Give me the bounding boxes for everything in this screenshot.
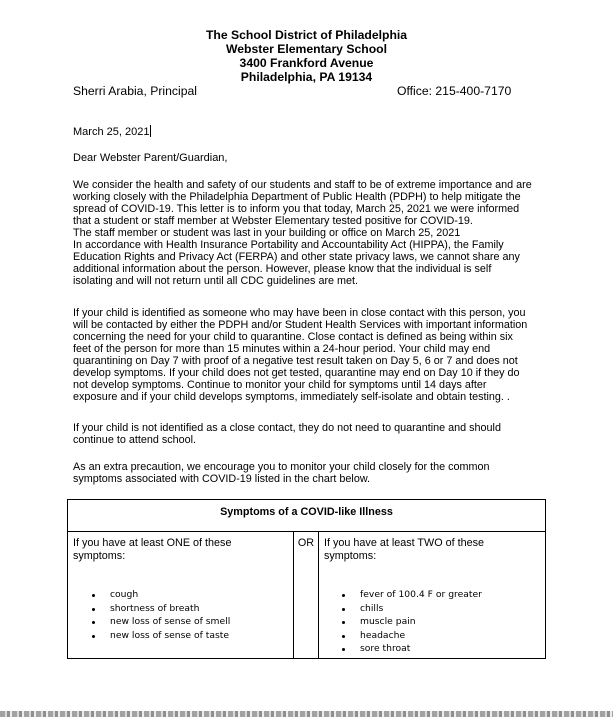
symptom-item: fever of 100.4 F or greater [340, 588, 482, 602]
paragraph-precaution [73, 461, 553, 485]
two-symptoms-cell [319, 532, 546, 659]
letter-date-line[interactable] [73, 125, 151, 138]
heading-line: symptoms: [324, 550, 377, 562]
paragraph-line: If your child is not identified as a close contact, they do not need to quarantine and should [73, 422, 501, 434]
heading-line: If you have at least TWO of these [324, 537, 485, 549]
paragraph-line: If your child is identified as someone who may have been in close contact with this person, you [73, 307, 526, 319]
two-symptoms-list [340, 588, 482, 656]
paragraph-line: Education Rights and Privacy Act (FERPA) and other state privacy laws, we cannot share any [73, 251, 520, 263]
paragraph-line: will be contacted by either the PDPH and/or Student Health Services with important information [73, 319, 528, 331]
two-symptoms-heading [324, 537, 484, 563]
symptoms-table [67, 499, 546, 659]
letterhead [0, 28, 613, 84]
district-name: The School District of Philadelphia [205, 28, 408, 42]
or-label: OR [297, 537, 315, 549]
paragraph-line: feet of the person for more than 15 minutes within a 24-hour period. Your child may end [73, 343, 491, 355]
paragraph-line: We consider the health and safety of our students and staff to be of extreme importance and are [73, 179, 532, 191]
page-cutoff-edge [0, 711, 613, 717]
school-city: Philadelphia, PA 19134 [240, 70, 373, 84]
heading-line: If you have at least ONE of these [73, 537, 232, 549]
paragraph-line: spread of COVID-19. This letter is to inform you that today, March 25, 2021 we were informed [73, 203, 520, 215]
paragraph-line: As an extra precaution, we encourage you to monitor your child closely for the common [73, 461, 490, 473]
symptom-item: shortness of breath [90, 602, 230, 616]
paragraph-close-contact [73, 307, 553, 403]
symptom-item: headache [340, 629, 482, 643]
symptoms-table-title: Symptoms of a COVID-like Illness [220, 506, 393, 518]
one-symptom-heading [73, 537, 231, 563]
office-phone: Office: 215-400-7170 [397, 84, 512, 98]
paragraph-line: symptoms associated with COVID-19 listed in the chart below. [73, 473, 371, 485]
paragraph-line: additional information about the person. However, please know that the individual is self [73, 263, 492, 275]
school-name: Webster Elementary School [226, 42, 387, 56]
symptom-item: cough [90, 588, 230, 602]
principal-name: Sherri Arabia, Principal [73, 84, 197, 98]
symptom-item: muscle pain [340, 615, 482, 629]
paragraph-notification [73, 179, 553, 287]
paragraph-line: develop symptoms. If your child does not get tested, quarantine may end on Day 10 if they do [73, 367, 520, 379]
symptom-item: chills [340, 602, 482, 616]
or-cell [294, 532, 319, 659]
one-symptom-cell [68, 532, 294, 659]
paragraph-line: concerning the need for your child to quarantine. Close contact is defined as being within six [73, 331, 513, 343]
paragraph-line: that a student or staff member at Webster Elementary tested positive for COVID-19. [73, 215, 473, 227]
symptom-item: sore throat [340, 642, 482, 656]
letter-date: March 25, 2021 [73, 126, 150, 138]
symptoms-table-title-cell [68, 500, 546, 532]
paragraph-line: exposure and if your child develops symptoms, immediately self-isolate and obtain testing. . [73, 391, 510, 403]
symptom-item: new loss of sense of smell [90, 615, 230, 629]
symptom-item: new loss of sense of taste [90, 629, 230, 643]
paragraph-line: quarantining on Day 7 with proof of a negative test result taken on Day 5, 6 or 7 and does not [73, 355, 518, 367]
heading-line: symptoms: [73, 550, 126, 562]
one-symptom-list [90, 588, 230, 642]
paragraph-line: isolating and will not return until all CDC guidelines are met. [73, 275, 359, 287]
paragraph-line: working closely with the Philadelphia Department of Public Health (PDPH) to help mitigate the [73, 191, 521, 203]
text-cursor [150, 125, 151, 137]
greeting: Dear Webster Parent/Guardian, [73, 152, 228, 164]
paragraph-line: not develop symptoms. Continue to monitor your child for symptoms until 14 days after [73, 379, 487, 391]
school-street: 3400 Frankford Avenue [239, 56, 374, 70]
paragraph-line: The staff member or student was last in your building or office on March 25, 2021 [73, 227, 461, 239]
paragraph-line: In accordance with Health Insurance Portability and Accountability Act (HIPPA), the Family [73, 239, 504, 251]
paragraph-not-close-contact [73, 422, 553, 446]
paragraph-line: continue to attend school. [73, 434, 197, 446]
